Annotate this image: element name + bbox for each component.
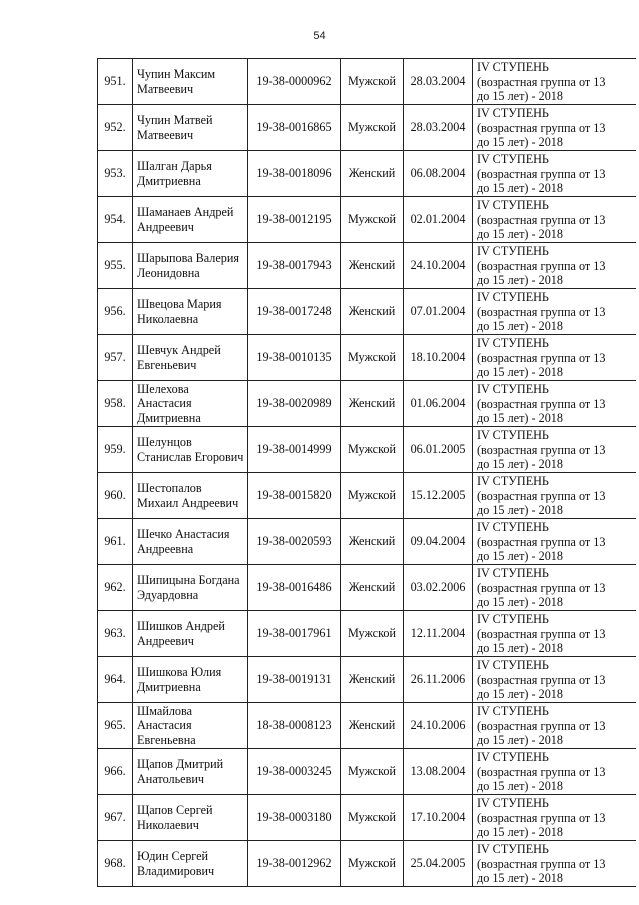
stage-line: (возрастная группа от 13: [477, 212, 606, 227]
table-row: [98, 657, 636, 703]
sex-cell: Женский: [341, 565, 404, 611]
stage-line: IV СТУПЕНЬ: [477, 244, 549, 258]
stage-cell: [473, 335, 636, 381]
stage-line: IV СТУПЕНЬ: [477, 198, 549, 212]
birth-date: 07.01.2004: [404, 289, 473, 335]
table-row: [98, 795, 636, 841]
row-number: 955.: [98, 243, 133, 289]
stage-cell: [473, 381, 636, 427]
stage-line: (возрастная группа от 13: [477, 258, 606, 273]
row-number: 961.: [98, 519, 133, 565]
row-number: 959.: [98, 427, 133, 473]
uin-code: 19-38-0015820: [248, 473, 341, 519]
table-row: [98, 105, 636, 151]
stage-line: (возрастная группа от 13: [477, 626, 606, 641]
birth-date: 26.11.2006: [404, 657, 473, 703]
stage-line: до 15 лет) - 2018: [477, 227, 563, 241]
birth-date: 28.03.2004: [404, 105, 473, 151]
person-name: Шевчук Андрей Евгеньевич: [133, 335, 248, 381]
birth-date: 24.10.2004: [404, 243, 473, 289]
participants-table: [97, 58, 636, 887]
table-row: [98, 565, 636, 611]
stage-line: IV СТУПЕНЬ: [477, 842, 549, 856]
stage-cell: [473, 519, 636, 565]
birth-date: 15.12.2005: [404, 473, 473, 519]
stage-line: (возрастная группа от 13: [477, 304, 606, 319]
sex-cell: Мужской: [341, 473, 404, 519]
row-number: 962.: [98, 565, 133, 611]
stage-line: (возрастная группа от 13: [477, 534, 606, 549]
birth-date: 02.01.2004: [404, 197, 473, 243]
table-row: [98, 335, 636, 381]
birth-date: 09.04.2004: [404, 519, 473, 565]
uin-code: 19-38-0014999: [248, 427, 341, 473]
table-row: [98, 703, 636, 749]
person-name: Чупин Матвей Матвеевич: [133, 105, 248, 151]
birth-date: 06.01.2005: [404, 427, 473, 473]
sex-cell: Женский: [341, 703, 404, 749]
stage-line: (возрастная группа от 13: [477, 580, 606, 595]
stage-line: (возрастная группа от 13: [477, 810, 606, 825]
stage-line: до 15 лет) - 2018: [477, 457, 563, 471]
person-name: Чупин Максим Матвеевич: [133, 59, 248, 105]
stage-line: до 15 лет) - 2018: [477, 181, 563, 195]
stage-line: IV СТУПЕНЬ: [477, 704, 549, 718]
stage-cell: [473, 105, 636, 151]
sex-cell: Женский: [341, 151, 404, 197]
stage-line: (возрастная группа от 13: [477, 764, 606, 779]
stage-line: до 15 лет) - 2018: [477, 365, 563, 379]
stage-line: IV СТУПЕНЬ: [477, 336, 549, 350]
table-row: [98, 473, 636, 519]
row-number: 963.: [98, 611, 133, 657]
stage-cell: [473, 197, 636, 243]
stage-line: (возрастная группа от 13: [477, 672, 606, 687]
stage-line: до 15 лет) - 2018: [477, 871, 563, 885]
stage-line: (возрастная группа от 13: [477, 856, 606, 871]
birth-date: 01.06.2004: [404, 381, 473, 427]
person-name: Шишков Андрей Андреевич: [133, 611, 248, 657]
person-name: Шишкова Юлия Дмитриевна: [133, 657, 248, 703]
person-name: Шелехова Анастасия Дмитриевна: [133, 381, 248, 427]
sex-cell: Женский: [341, 243, 404, 289]
stage-line: IV СТУПЕНЬ: [477, 428, 549, 442]
table-row: [98, 611, 636, 657]
stage-cell: [473, 473, 636, 519]
stage-line: до 15 лет) - 2018: [477, 595, 563, 609]
stage-line: (возрастная группа от 13: [477, 74, 606, 89]
row-number: 956.: [98, 289, 133, 335]
row-number: 957.: [98, 335, 133, 381]
row-number: 965.: [98, 703, 133, 749]
birth-date: 24.10.2006: [404, 703, 473, 749]
stage-line: IV СТУПЕНЬ: [477, 750, 549, 764]
stage-line: до 15 лет) - 2018: [477, 779, 563, 793]
table-row: [98, 197, 636, 243]
stage-line: (возрастная группа от 13: [477, 488, 606, 503]
stage-line: до 15 лет) - 2018: [477, 825, 563, 839]
sex-cell: Мужской: [341, 611, 404, 657]
table-row: [98, 519, 636, 565]
sex-cell: Мужской: [341, 197, 404, 243]
person-name: Шестопалов Михаил Андреевич: [133, 473, 248, 519]
sex-cell: Женский: [341, 657, 404, 703]
sex-cell: Мужской: [341, 749, 404, 795]
stage-cell: [473, 841, 636, 887]
stage-line: до 15 лет) - 2018: [477, 273, 563, 287]
uin-code: 19-38-0017961: [248, 611, 341, 657]
birth-date: 13.08.2004: [404, 749, 473, 795]
table-row: [98, 427, 636, 473]
person-name: Щапов Дмитрий Анатольевич: [133, 749, 248, 795]
stage-line: IV СТУПЕНЬ: [477, 658, 549, 672]
uin-code: 19-38-0019131: [248, 657, 341, 703]
stage-cell: [473, 703, 636, 749]
person-name: Шечко Анастасия Андреевна: [133, 519, 248, 565]
table-row: [98, 151, 636, 197]
stage-line: (возрастная группа от 13: [477, 718, 606, 733]
person-name: Швецова Мария Николаевна: [133, 289, 248, 335]
uin-code: 19-38-0020593: [248, 519, 341, 565]
table-row: [98, 841, 636, 887]
stage-cell: [473, 657, 636, 703]
stage-cell: [473, 565, 636, 611]
stage-line: до 15 лет) - 2018: [477, 733, 563, 747]
uin-code: 19-38-0003180: [248, 795, 341, 841]
birth-date: 06.08.2004: [404, 151, 473, 197]
stage-line: (возрастная группа от 13: [477, 350, 606, 365]
row-number: 953.: [98, 151, 133, 197]
stage-line: IV СТУПЕНЬ: [477, 796, 549, 810]
stage-cell: [473, 795, 636, 841]
stage-cell: [473, 59, 636, 105]
stage-line: (возрастная группа от 13: [477, 166, 606, 181]
row-number: 952.: [98, 105, 133, 151]
stage-line: IV СТУПЕНЬ: [477, 290, 549, 304]
table-row: [98, 59, 636, 105]
person-name: Шарыпова Валерия Леонидовна: [133, 243, 248, 289]
uin-code: 19-38-0012962: [248, 841, 341, 887]
table-body: [98, 59, 636, 887]
birth-date: 18.10.2004: [404, 335, 473, 381]
row-number: 951.: [98, 59, 133, 105]
stage-line: до 15 лет) - 2018: [477, 135, 563, 149]
stage-line: IV СТУПЕНЬ: [477, 474, 549, 488]
person-name: Шмайлова Анастасия Евгеньевна: [133, 703, 248, 749]
stage-cell: [473, 151, 636, 197]
row-number: 964.: [98, 657, 133, 703]
birth-date: 03.02.2006: [404, 565, 473, 611]
uin-code: 18-38-0008123: [248, 703, 341, 749]
birth-date: 17.10.2004: [404, 795, 473, 841]
person-name: Шаманаев Андрей Андреевич: [133, 197, 248, 243]
stage-line: IV СТУПЕНЬ: [477, 566, 549, 580]
stage-line: до 15 лет) - 2018: [477, 319, 563, 333]
sex-cell: Мужской: [341, 427, 404, 473]
uin-code: 19-38-0003245: [248, 749, 341, 795]
sex-cell: Мужской: [341, 841, 404, 887]
page-number: 54: [313, 30, 326, 42]
sex-cell: Мужской: [341, 59, 404, 105]
stage-line: до 15 лет) - 2018: [477, 89, 563, 103]
stage-line: IV СТУПЕНЬ: [477, 612, 549, 626]
stage-line: IV СТУПЕНЬ: [477, 520, 549, 534]
sex-cell: Мужской: [341, 105, 404, 151]
table-row: [98, 243, 636, 289]
birth-date: 28.03.2004: [404, 59, 473, 105]
uin-code: 19-38-0010135: [248, 335, 341, 381]
person-name: Щапов Сергей Николаевич: [133, 795, 248, 841]
person-name: Юдин Сергей Владимирович: [133, 841, 248, 887]
uin-code: 19-38-0020989: [248, 381, 341, 427]
person-name: Шипицына Богдана Эдуардовна: [133, 565, 248, 611]
uin-code: 19-38-0000962: [248, 59, 341, 105]
stage-line: (возрастная группа от 13: [477, 120, 606, 135]
stage-line: IV СТУПЕНЬ: [477, 106, 549, 120]
stage-line: до 15 лет) - 2018: [477, 549, 563, 563]
sex-cell: Женский: [341, 519, 404, 565]
row-number: 968.: [98, 841, 133, 887]
uin-code: 19-38-0018096: [248, 151, 341, 197]
stage-cell: [473, 243, 636, 289]
sex-cell: Женский: [341, 381, 404, 427]
stage-line: до 15 лет) - 2018: [477, 411, 563, 425]
row-number: 960.: [98, 473, 133, 519]
stage-cell: [473, 749, 636, 795]
birth-date: 25.04.2005: [404, 841, 473, 887]
stage-line: IV СТУПЕНЬ: [477, 60, 549, 74]
stage-line: IV СТУПЕНЬ: [477, 382, 549, 396]
stage-line: (возрастная группа от 13: [477, 442, 606, 457]
uin-code: 19-38-0016486: [248, 565, 341, 611]
row-number: 958.: [98, 381, 133, 427]
uin-code: 19-38-0017943: [248, 243, 341, 289]
uin-code: 19-38-0016865: [248, 105, 341, 151]
stage-line: до 15 лет) - 2018: [477, 687, 563, 701]
row-number: 966.: [98, 749, 133, 795]
stage-cell: [473, 427, 636, 473]
birth-date: 12.11.2004: [404, 611, 473, 657]
sex-cell: Женский: [341, 289, 404, 335]
sex-cell: Мужской: [341, 335, 404, 381]
table-row: [98, 289, 636, 335]
row-number: 954.: [98, 197, 133, 243]
uin-code: 19-38-0012195: [248, 197, 341, 243]
stage-cell: [473, 289, 636, 335]
stage-line: IV СТУПЕНЬ: [477, 152, 549, 166]
person-name: Шелунцов Станислав Егорович: [133, 427, 248, 473]
row-number: 967.: [98, 795, 133, 841]
stage-line: (возрастная группа от 13: [477, 396, 606, 411]
stage-cell: [473, 611, 636, 657]
uin-code: 19-38-0017248: [248, 289, 341, 335]
sex-cell: Мужской: [341, 795, 404, 841]
stage-line: до 15 лет) - 2018: [477, 641, 563, 655]
stage-line: до 15 лет) - 2018: [477, 503, 563, 517]
person-name: Шалган Дарья Дмитриевна: [133, 151, 248, 197]
table-row: [98, 381, 636, 427]
table-row: [98, 749, 636, 795]
